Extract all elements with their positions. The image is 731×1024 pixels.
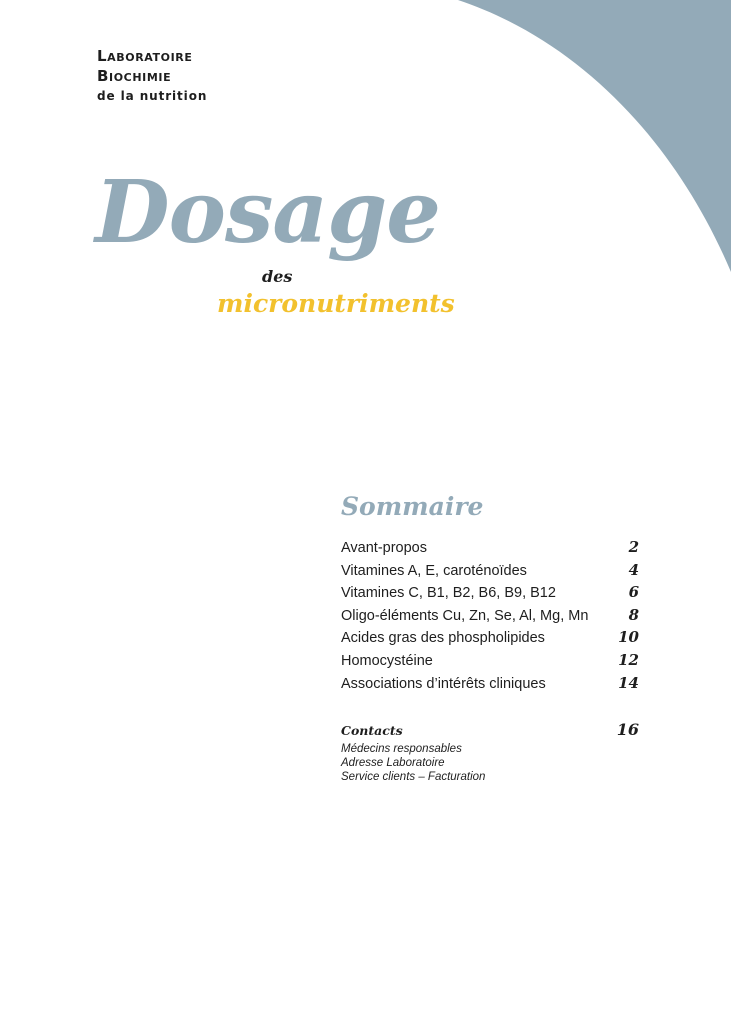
toc-entry[interactable] (341, 559, 639, 582)
toc-entry[interactable] (341, 672, 639, 695)
lab-header-line: Biochimie (97, 67, 172, 85)
toc-entry[interactable] (341, 536, 639, 559)
toc-entry-label: Associations d’intérêts cliniques (341, 675, 546, 692)
table-of-contents (341, 488, 639, 784)
toc-entry-page: 12 (618, 650, 639, 669)
toc-entry-page: 14 (618, 673, 639, 692)
toc-list (341, 536, 639, 694)
lab-header (97, 46, 357, 106)
contacts-line: Médecins responsables (341, 743, 462, 756)
contacts-page: 16 (616, 720, 639, 740)
contacts-line: Adresse Laboratoire (341, 757, 445, 770)
toc-entry[interactable] (341, 604, 639, 627)
toc-heading: Sommaire (341, 492, 484, 521)
lab-header-line: Laboratoire (97, 47, 193, 65)
toc-entry[interactable] (341, 581, 639, 604)
contacts-list (341, 742, 639, 784)
toc-entry-label: Homocystéine (341, 652, 433, 669)
document-title: Dosage (95, 162, 440, 263)
toc-entry-page: 4 (628, 560, 639, 579)
toc-entry-page: 2 (628, 538, 639, 556)
contacts-section (341, 720, 639, 784)
contacts-entry[interactable] (341, 720, 639, 740)
toc-entry[interactable] (341, 626, 639, 649)
document-subtitle: micronutriments (217, 289, 455, 318)
title-connector: des (262, 267, 293, 286)
toc-entry-page: 8 (628, 605, 639, 624)
toc-entry-label: Vitamines A, E, caroténoïdes (341, 562, 527, 579)
toc-entry[interactable] (341, 649, 639, 672)
toc-entry-label: Vitamines C, B1, B2, B6, B9, B12 (341, 585, 556, 602)
lab-header-line: de la nutrition (97, 89, 208, 103)
corner-arc (458, 0, 731, 272)
contacts-title: Contacts (341, 723, 403, 739)
contacts-line: Service clients – Facturation (341, 771, 486, 784)
toc-entry-label: Avant-propos (341, 540, 427, 556)
toc-entry-page: 10 (618, 628, 639, 647)
toc-entry-label: Acides gras des phospholipides (341, 630, 545, 647)
toc-entry-label: Oligo-éléments Cu, Zn, Se, Al, Mg, Mn (341, 607, 589, 624)
toc-entry-page: 6 (628, 583, 639, 602)
